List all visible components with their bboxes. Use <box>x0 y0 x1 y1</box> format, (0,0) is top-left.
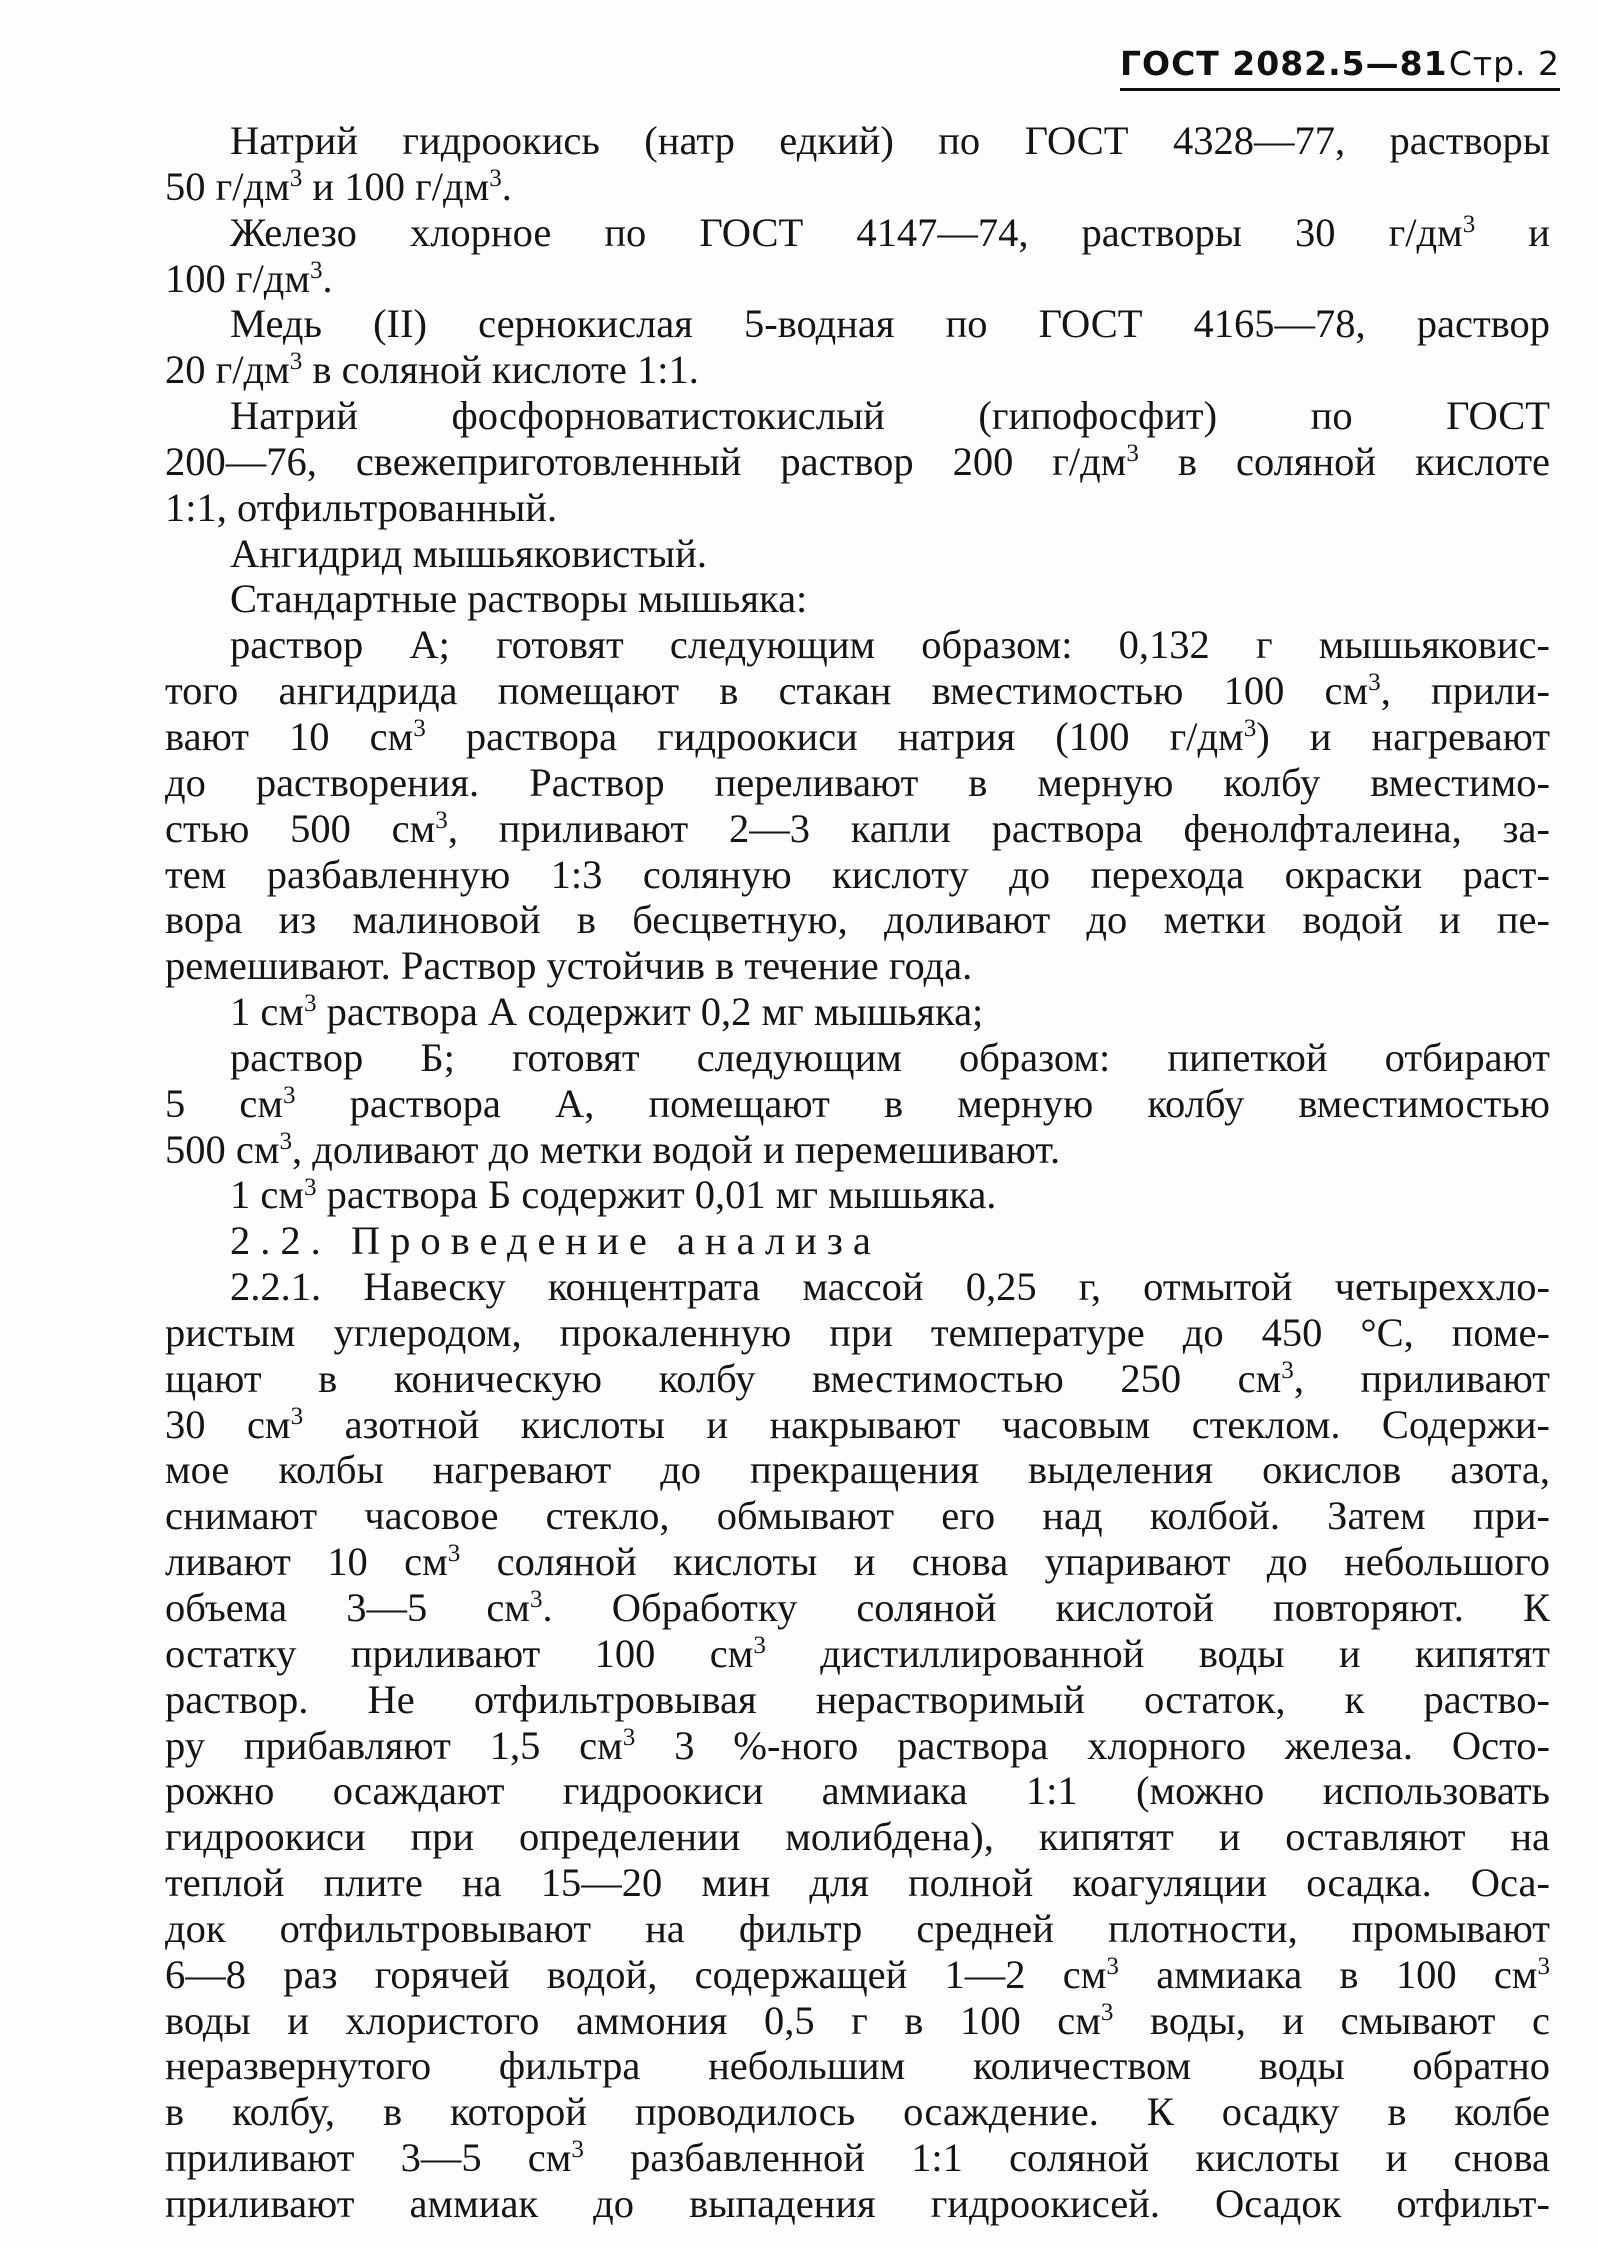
text-line: воды и хлористого аммония 0,5 г в 100 $см^3$ воды, и смывают с <box>165 1997 1550 2043</box>
document-code: ГОСТ 2082.5—81 <box>1120 44 1448 83</box>
text-line: неразвернутого фильтра небольшим количеством воды обратно <box>165 2043 1550 2089</box>
text-line: 2.2.1. Навеску концентрата массой 0,25 г, отмытой четыреххло- <box>230 1264 1550 1310</box>
text-line: до растворения. Раствор переливают в мерную колбу вместимо- <box>165 759 1550 805</box>
text-line: ру прибавляют 1,5 $см^3$ 3 %-ного раствора хлорного железа. Осто- <box>165 1722 1550 1768</box>
text-line: 500 $см^3$, доливают до метки водой и перемешивают. <box>165 1126 1061 1172</box>
text-line: рожно осаждают гидроокиси аммиака 1:1 (можно использовать <box>165 1768 1550 1814</box>
text-line: гидроокиси при определении молибдена), кипятят и оставляют на <box>165 1814 1550 1860</box>
text-line: 20 $г/дм^3$ в соляной кислоте 1:1. <box>165 347 699 393</box>
text-line: 5 $см^3$ раствора А, помещают в мерную колбу вместимостью <box>165 1080 1550 1126</box>
text-line: Стандартные растворы мышьяка: <box>230 576 808 622</box>
text-line: 6—8 раз горячей водой, содержащей 1—2 $см^3$ аммиака в 100 $см^3$ <box>165 1951 1550 1997</box>
text-line: 1 $см^3$ раствора А содержит 0,2 мг мышьяка; <box>230 989 984 1035</box>
text-line: щают в коническую колбу вместимостью 250 $см^3$, приливают <box>165 1355 1550 1401</box>
text-line: в колбу, в которой проводилось осаждение. К осадку в колбе <box>165 2089 1550 2135</box>
text-line: Натрий фосфорноватистокислый (гипофосфит) по ГОСТ <box>230 393 1550 439</box>
text-line: вора из малиновой в бесцветную, доливают до метки водой и пе- <box>165 897 1550 943</box>
text-line: 100 $г/дм^3$. <box>165 255 333 301</box>
text-line: мое колбы нагревают до прекращения выделения окислов азота, <box>165 1447 1550 1493</box>
text-line: приливают аммиак до выпадения гидроокисей. Осадок отфильт- <box>165 2180 1550 2226</box>
header-rule <box>1120 88 1560 91</box>
text-line: ливают 10 $см^3$ соляной кислоты и снова упаривают до небольшого <box>165 1539 1550 1585</box>
text-line: раствор. Не отфильтровывая нерастворимый остаток, к раство- <box>165 1676 1550 1722</box>
text-line: стью 500 $см^3$, приливают 2—3 капли раствора фенолфталеина, за- <box>165 805 1550 851</box>
text-line: Железо хлорное по ГОСТ 4147—74, растворы 30 $г/дм^3$ и <box>230 209 1550 255</box>
text-line: Медь (II) сернокислая 5-водная по ГОСТ 4165—78, раствор <box>230 301 1550 347</box>
text-line: раствор Б; готовят следующим образом: пипеткой отбирают <box>230 1034 1550 1080</box>
text-line: Ангидрид мышьяковистый. <box>230 530 707 576</box>
text-line: раствор А; готовят следующим образом: 0,132 г мышьяковис- <box>230 622 1550 668</box>
text-line: теплой плите на 15—20 мин для полной коагуляции осадка. Оса- <box>165 1860 1550 1906</box>
text-line: 200—76, свежеприготовленный раствор 200 $г/дм^3$ в соляной кислоте <box>165 438 1550 484</box>
text-line: 1:1, отфильтрованный. <box>165 484 558 530</box>
text-line: 1 $см^3$ раствора Б содержит 0,01 мг мышьяка. <box>230 1172 997 1218</box>
page-number: Стр. 2 <box>1448 44 1560 83</box>
text-line: 30 $см^3$ азотной кислоты и накрывают часовым стеклом. Содержи- <box>165 1401 1550 1447</box>
text-line: снимают часовое стекло, обмывают его над колбой. Затем при- <box>165 1493 1550 1539</box>
text-line: Натрий гидроокись (натр едкий) по ГОСТ 4328—77, растворы <box>230 118 1550 163</box>
text-line: тем разбавленную 1:3 соляную кислоту до перехода окраски раст- <box>165 851 1550 897</box>
text-line: ремешивают. Раствор устойчив в течение года. <box>165 943 973 989</box>
text-line: 2.2. Проведение анализа <box>230 1218 881 1264</box>
text-line: 50 $г/дм^3$ и 100 $г/дм^3$. <box>165 163 512 209</box>
text-line: остатку приливают 100 $см^3$ дистиллированной воды и кипятят <box>165 1630 1550 1676</box>
text-line: приливают 3—5 $см^3$ разбавленной 1:1 соляной кислоты и снова <box>165 2135 1550 2181</box>
text-line: объема 3—5 $см^3$. Обработку соляной кислотой повторяют. К <box>165 1585 1550 1630</box>
text-line: ристым углеродом, прокаленную при температуре до 450 °С, поме- <box>165 1309 1550 1355</box>
text-line: того ангидрида помещают в стакан вместимостью 100 $см^3$, прили- <box>165 668 1550 714</box>
text-line: док отфильтровывают на фильтр средней плотности, промывают <box>165 1905 1550 1951</box>
text-line: вают 10 $см^3$ раствора гидроокиси натрия (100 $г/дм^3$) и нагревают <box>165 713 1550 759</box>
page-header <box>1120 34 1560 90</box>
body-text <box>165 118 1550 2227</box>
